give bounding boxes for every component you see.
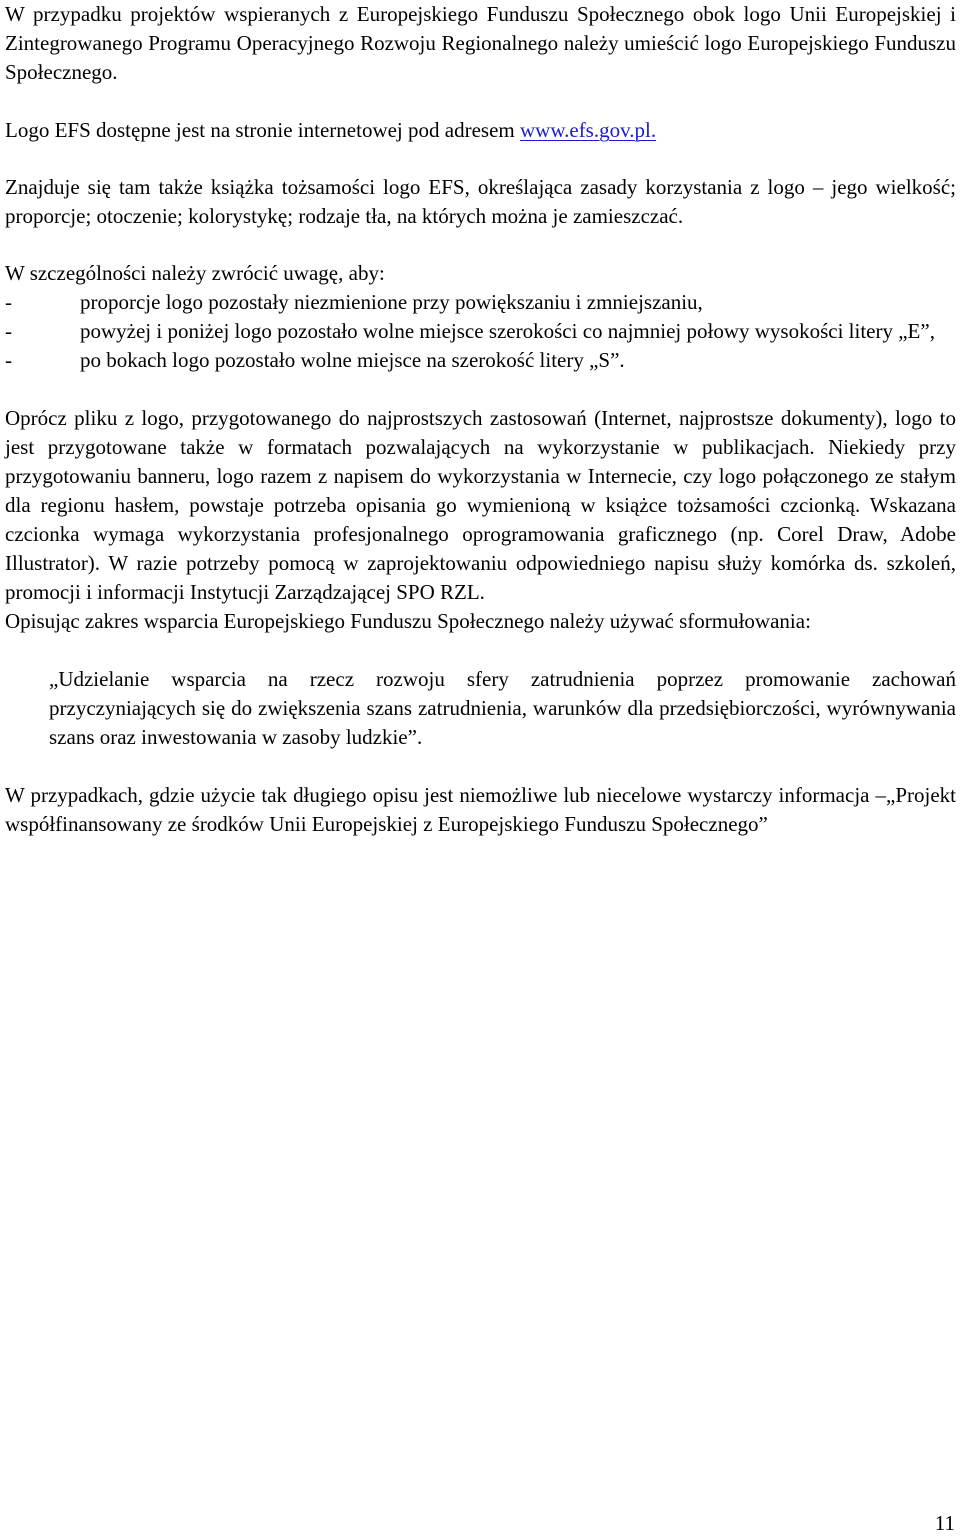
efs-website-link[interactable]: www.efs.gov.pl. bbox=[519, 118, 657, 142]
list-item bbox=[5, 288, 956, 317]
list-item-text: po bokach logo pozostało wolne miejsce na szerokość litery „S”. bbox=[80, 348, 625, 372]
required-wording-quote: „Udzielanie wsparcia na rzecz rozwoju sfery zatrudnienia poprzez promowanie zachowań przyczyniających się do zwiększenia szans zatrudnienia, warunków dla przedsiębiorczości, wyrównywania szans oraz inwestowania w zasoby ludzkie”. bbox=[49, 667, 956, 749]
list-item bbox=[5, 317, 956, 346]
paragraph-identity-book: Znajduje się tam także książka tożsamości logo EFS, określająca zasady korzystania z logo – jego wielkość; proporcje; otoczenie; kolorystykę; rodzaje tła, na których można je zamieszczać. bbox=[5, 175, 956, 228]
page-number: 11 bbox=[934, 1511, 955, 1535]
paragraph-wording-intro: Opisując zakres wsparcia Europejskiego Funduszu Społecznego należy używać sformułowania: bbox=[5, 609, 811, 633]
list-dash: - bbox=[5, 348, 12, 372]
document-page bbox=[5, 0, 956, 839]
list-item bbox=[5, 346, 956, 375]
list-item-text: powyżej i poniżej logo pozostało wolne miejsce szerokości co najmniej połowy wysokości litery „E”, bbox=[80, 319, 935, 343]
paragraph-attention-intro: W szczególności należy zwrócić uwagę, aby: bbox=[5, 261, 385, 285]
logo-availability-text: Logo EFS dostępne jest na stronie internetowej pod adresem bbox=[5, 118, 515, 142]
requirements-list bbox=[5, 288, 956, 375]
list-item-text: proporcje logo pozostały niezmienione przy powiększaniu i zmniejszaniu, bbox=[80, 290, 703, 314]
paragraph-short-wording: W przypadkach, gdzie użycie tak długiego opisu jest niemożliwe lub niecelowe wystarczy informacja –„Projekt współfinansowany ze środków Unii Europejskiej z Europejskiego Funduszu Społecznego” bbox=[5, 783, 956, 836]
paragraph-logo-availability bbox=[5, 116, 956, 145]
list-dash: - bbox=[5, 319, 12, 343]
paragraph-logo-formats: Oprócz pliku z logo, przygotowanego do najprostszych zastosowań (Internet, najprostsze dokumenty), logo to jest przygotowane także w formatach pozwalających na wykorzystanie w publikacjach. Niekiedy przy przygotowaniu banneru, logo razem z napisem do wykorzystania w Internecie, czy logo połączonego ze stałym dla regionu hasłem, powstaje potrzeba opisania go wymienioną w książce tożsamości czcionką. Wskazana czcionka wymaga wykorzystania profesjonalnego oprogramowania graficznego (np. Corel Draw, Adobe Illustrator). W razie potrzeby pomocą w zaprojektowaniu odpowiedniego napisu służy komórka ds. szkoleń, promocji i informacji Instytucji Zarządzającej SPO RZL. bbox=[5, 406, 956, 604]
paragraph-efs-logo-requirement: W przypadku projektów wspieranych z Europejskiego Funduszu Społecznego obok logo Unii Europejskiej i Zintegrowanego Programu Operacyjnego Rozwoju Regionalnego należy umieścić logo Europejskiego Funduszu Społecznego. bbox=[5, 2, 956, 84]
list-dash: - bbox=[5, 290, 12, 314]
